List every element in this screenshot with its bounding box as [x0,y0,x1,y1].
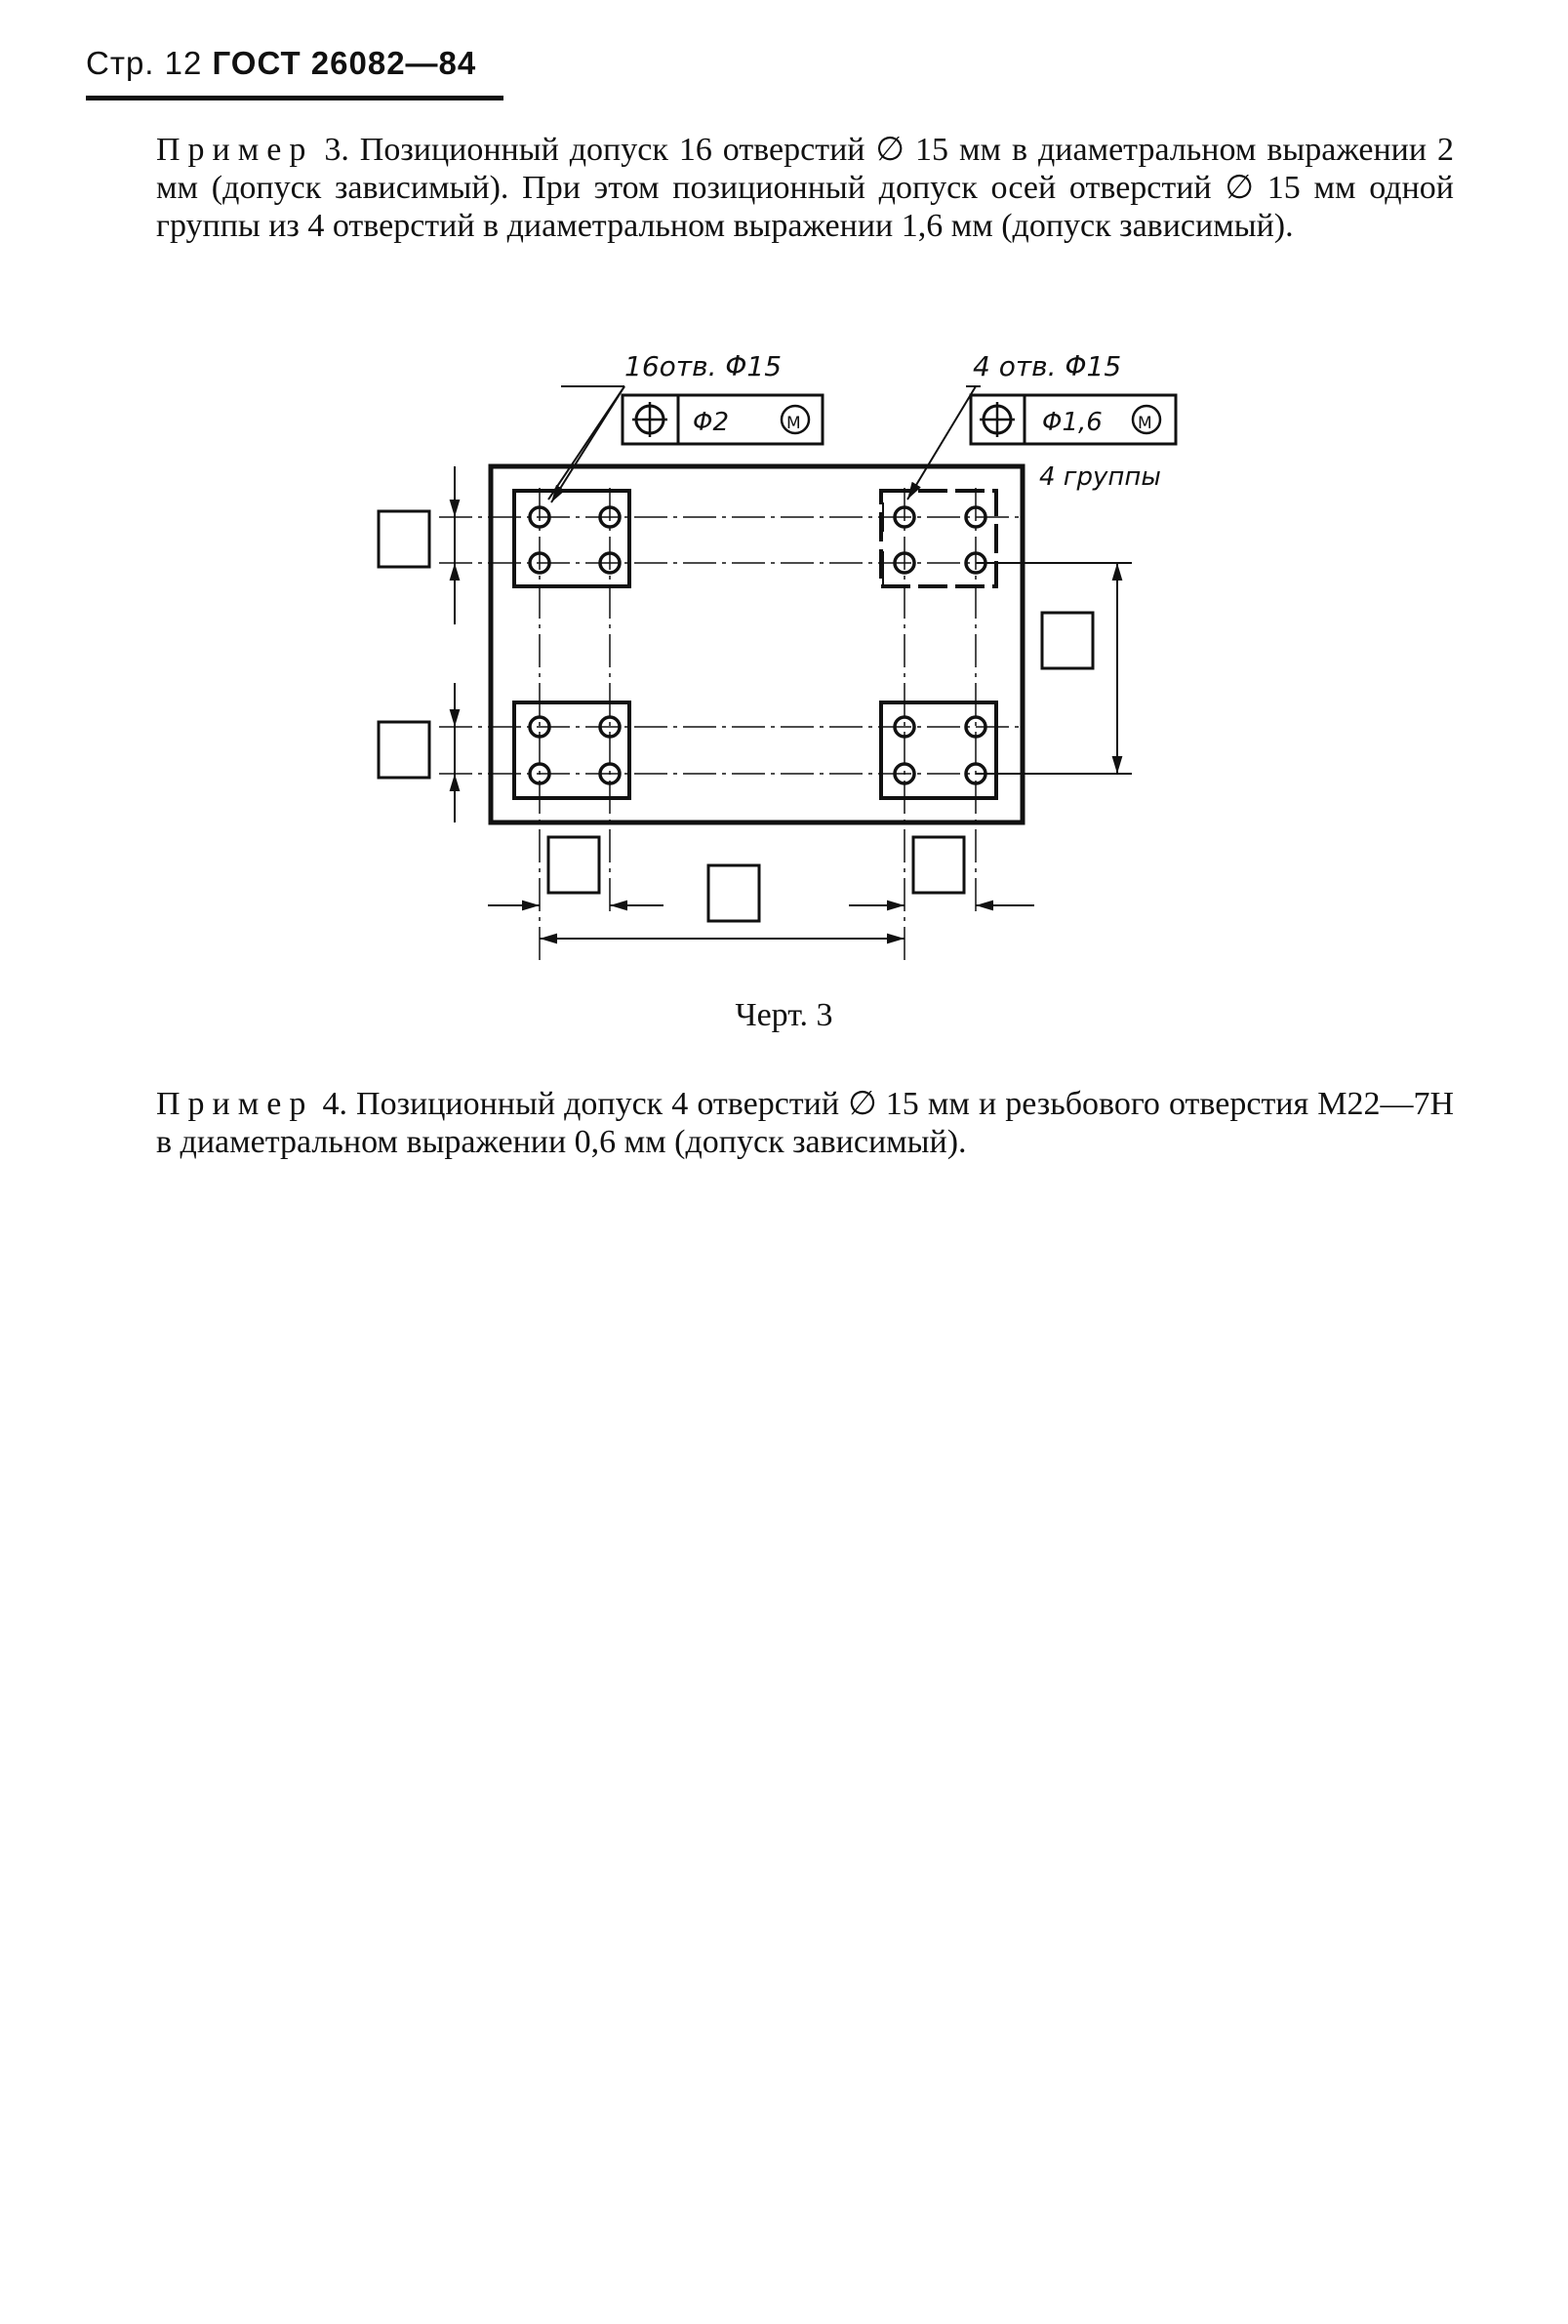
groups-note: 4 группы [1039,462,1161,492]
leader-label-left: 16отв. Φ15 [624,350,783,382]
dimension-box [1042,613,1093,668]
example-4-lead: Пример [156,1086,314,1122]
dimension-box [708,865,759,921]
leader-label-right: 4 отв. Φ15 [973,350,1122,382]
technical-drawing [0,0,1568,1073]
modifier-right: М [1138,414,1152,433]
example-3-text: 3. Позиционный допуск 16 отверстий ∅ 15 мм в диаметральном выражении 2 мм (допуск зависимый). При этом позиционный допуск осей отверстий ∅ 15 мм одной группы из 4 отверстий в диаметральном выражении 1,6 мм (допуск зависимый). [156,132,1454,244]
page-number: Стр. 12 [86,45,203,81]
example-4-text: 4. Позиционный допуск 4 отверстий ∅ 15 мм и резьбового отверстия М22—7Н в диаметральном выражении 0,6 мм (допуск зависимый). [156,1086,1454,1160]
example-3-lead: Пример [156,132,314,168]
figure-caption: Черт. 3 [735,997,833,1033]
tolerance-value-left: Φ2 [693,408,730,437]
dimension-box [913,837,964,893]
part-outline [491,466,1023,822]
standard-number: ГОСТ 26082—84 [212,45,477,81]
dimension-box [379,722,429,778]
example-4-paragraph [156,1085,1454,1161]
modifier-left: М [786,414,801,433]
dimension-box [548,837,599,893]
dimension-box [379,511,429,567]
tolerance-value-right: Φ1,6 [1042,408,1103,437]
